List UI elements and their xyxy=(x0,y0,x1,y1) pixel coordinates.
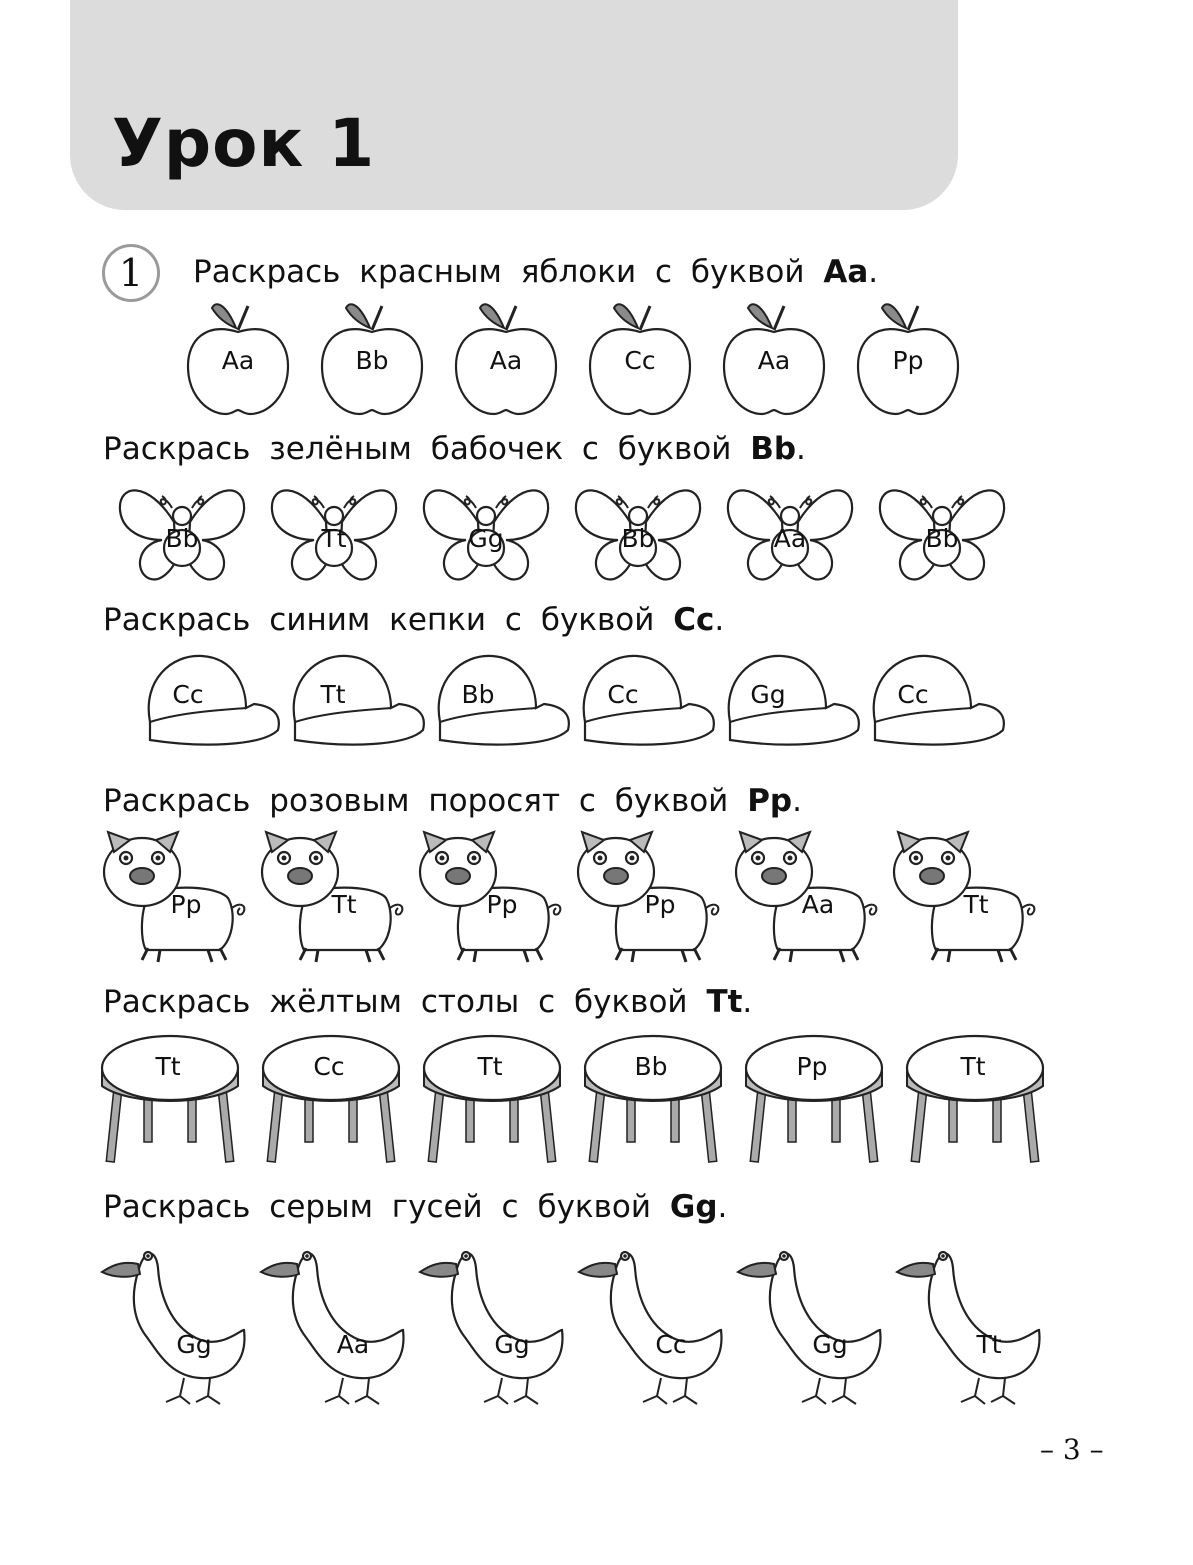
apple-picture xyxy=(856,300,960,418)
picture-letter-label: Cc xyxy=(313,1052,345,1081)
apple-picture xyxy=(454,300,558,418)
butterfly-picture xyxy=(726,470,854,592)
goose-icon xyxy=(736,1238,886,1408)
instruction-text: Раскрась серым гусей с буквой xyxy=(103,1189,670,1225)
cap-picture xyxy=(577,650,717,750)
pig-picture xyxy=(890,828,1040,966)
table-picture xyxy=(100,1030,240,1170)
picture-letter-label: Tt xyxy=(320,680,346,709)
picture-letter-label: Tt xyxy=(976,1330,1002,1359)
instruction-text: Раскрась розовым поросят с буквой xyxy=(103,783,748,819)
picture-letter-label: Aa xyxy=(773,524,807,553)
picture-letter-label: Aa xyxy=(489,346,523,375)
instruction-apples: Раскрась красным яблоки с буквой Aa. xyxy=(193,254,879,290)
picture-letter-label: Gg xyxy=(812,1330,848,1359)
cap-icon xyxy=(577,650,717,750)
picture-letter-label: Cc xyxy=(624,346,656,375)
picture-letter-label: Cc xyxy=(897,680,929,709)
table-picture xyxy=(905,1030,1045,1170)
apple-picture xyxy=(722,300,826,418)
cap-picture xyxy=(432,650,572,750)
table-picture xyxy=(744,1030,884,1170)
picture-letter-label: Tt xyxy=(155,1052,181,1081)
goose-picture xyxy=(259,1238,409,1408)
table-icon xyxy=(583,1030,723,1170)
exercise-number-badge: 1 xyxy=(102,244,160,302)
butterfly-picture xyxy=(118,470,246,592)
cap-icon xyxy=(142,650,282,750)
picture-letter-label: Tt xyxy=(477,1052,503,1081)
table-icon xyxy=(744,1030,884,1170)
table-icon xyxy=(261,1030,401,1170)
target-letter: Gg xyxy=(669,1189,718,1225)
picture-letter-label: Gg xyxy=(494,1330,530,1359)
picture-letter-label: Tt xyxy=(960,1052,986,1081)
pig-picture xyxy=(258,828,408,966)
instruction-text: Раскрась синим кепки с буквой xyxy=(103,602,674,638)
goose-picture xyxy=(736,1238,886,1408)
instruction-geese: Раскрась серым гусей с буквой Gg. xyxy=(103,1189,728,1225)
picture-letter-label: Tt xyxy=(331,890,357,919)
goose-picture xyxy=(895,1238,1045,1408)
table-icon xyxy=(100,1030,240,1170)
lesson-title: Урок 1 xyxy=(112,105,376,182)
goose-icon xyxy=(418,1238,568,1408)
picture-letter-label: Bb xyxy=(165,524,199,553)
instruction-text: Раскрась зелёным бабочек с буквой xyxy=(103,431,751,467)
picture-letter-label: Gg xyxy=(468,524,504,553)
cap-icon xyxy=(722,650,862,750)
instruction-butterflies: Раскрась зелёным бабочек с буквой Bb. xyxy=(103,431,806,467)
table-picture xyxy=(422,1030,562,1170)
goose-picture xyxy=(418,1238,568,1408)
picture-letter-label: Aa xyxy=(336,1330,370,1359)
goose-picture xyxy=(577,1238,727,1408)
cap-picture xyxy=(867,650,1007,750)
picture-letter-label: Cc xyxy=(607,680,639,709)
cap-icon xyxy=(432,650,572,750)
instruction-tables: Раскрась жёлтым столы с буквой Tt. xyxy=(103,984,753,1020)
picture-letter-label: Cc xyxy=(172,680,204,709)
cap-picture xyxy=(287,650,427,750)
pig-picture xyxy=(100,828,250,966)
instruction-pigs: Раскрась розовым поросят с буквой Pp. xyxy=(103,783,802,819)
picture-letter-label: Bb xyxy=(355,346,389,375)
cap-picture xyxy=(722,650,862,750)
cap-icon xyxy=(287,650,427,750)
picture-letter-label: Bb xyxy=(461,680,495,709)
butterfly-picture xyxy=(270,470,398,592)
picture-letter-label: Gg xyxy=(750,680,786,709)
goose-icon xyxy=(577,1238,727,1408)
picture-letter-label: Pp xyxy=(170,890,202,919)
pig-picture xyxy=(574,828,724,966)
cap-icon xyxy=(867,650,1007,750)
cap-picture xyxy=(142,650,282,750)
instruction-text: Раскрась жёлтым столы с буквой xyxy=(103,984,707,1020)
instruction-text: Раскрась красным яблоки с буквой xyxy=(193,254,824,290)
goose-picture xyxy=(100,1238,250,1408)
target-letter: Tt xyxy=(706,984,743,1020)
picture-letter-label: Gg xyxy=(176,1330,212,1359)
picture-letter-label: Aa xyxy=(801,890,835,919)
pig-picture xyxy=(416,828,566,966)
target-letter: Bb xyxy=(750,431,797,467)
instruction-caps: Раскрась синим кепки с буквой Cc. xyxy=(103,602,725,638)
table-picture xyxy=(261,1030,401,1170)
picture-letter-label: Tt xyxy=(963,890,989,919)
table-picture xyxy=(583,1030,723,1170)
butterfly-picture xyxy=(574,470,702,592)
goose-icon xyxy=(259,1238,409,1408)
apple-picture xyxy=(320,300,424,418)
butterfly-picture xyxy=(878,470,1006,592)
goose-icon xyxy=(100,1238,250,1408)
page-number: – 3 – xyxy=(1040,1433,1104,1466)
picture-letter-label: Bb xyxy=(634,1052,668,1081)
target-letter: Aa xyxy=(823,254,869,290)
target-letter: Pp xyxy=(747,783,793,819)
table-icon xyxy=(905,1030,1045,1170)
picture-letter-label: Cc xyxy=(655,1330,687,1359)
table-icon xyxy=(422,1030,562,1170)
picture-letter-label: Pp xyxy=(486,890,518,919)
picture-letter-label: Tt xyxy=(321,524,347,553)
picture-letter-label: Aa xyxy=(757,346,791,375)
picture-letter-label: Bb xyxy=(621,524,655,553)
picture-letter-label: Pp xyxy=(796,1052,828,1081)
target-letter: Cc xyxy=(673,602,715,638)
apple-picture xyxy=(186,300,290,418)
picture-letter-label: Bb xyxy=(925,524,959,553)
goose-icon xyxy=(895,1238,1045,1408)
apple-picture xyxy=(588,300,692,418)
butterfly-picture xyxy=(422,470,550,592)
picture-letter-label: Pp xyxy=(644,890,676,919)
pig-picture xyxy=(732,828,882,966)
picture-letter-label: Pp xyxy=(892,346,924,375)
picture-letter-label: Aa xyxy=(221,346,255,375)
